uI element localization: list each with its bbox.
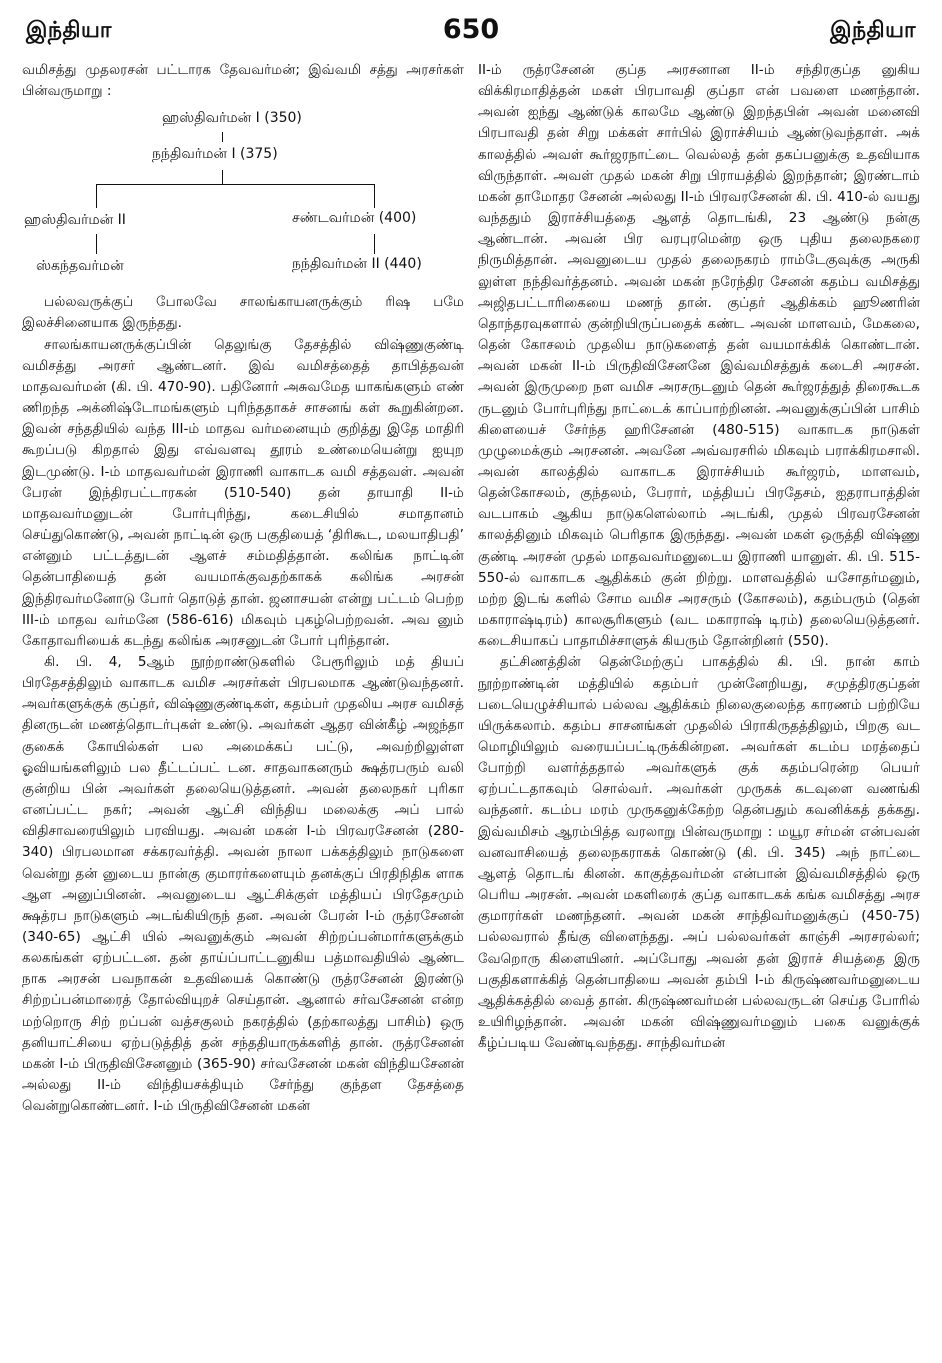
running-title-left: இந்தியா <box>26 18 112 43</box>
left-column <box>22 60 464 1355</box>
tree-connector <box>374 184 375 208</box>
tree-connector <box>96 234 97 254</box>
tree-node-nandivarman-2: நந்திவர்மன் II (440) <box>292 256 422 273</box>
tree-node-hastivarman-1: ஹஸ்திவர்மன் I (350) <box>162 110 302 127</box>
tree-node-hastivarman-2: ஹஸ்திவர்மன் II <box>24 212 126 229</box>
genealogy-tree <box>22 104 464 290</box>
paragraph: பல்லவருக்குப் போலவே சாலங்காயனருக்கும் ரிஷ பமே இலச்சினையாக இருந்தது. <box>22 294 464 332</box>
tree-connector <box>222 170 223 184</box>
running-title-right: இந்தியா <box>830 18 916 43</box>
tree-branch-line <box>96 184 374 185</box>
tree-node-skandavarman: ஸ்கந்தவர்மன் <box>36 258 124 275</box>
intro-text: வமிசத்து முதலரசன் பட்டாரக தேவவர்மன்; இவ்வமி சத்து அரசர்கள் பின்வருமாறு : <box>22 62 464 100</box>
paragraph: II-ம் ருத்ரசேனன் குப்த அரசனான II-ம் சந்திரகுப்த னுகிய விக்கிரமாதித்தன் மகள் பிரபாவதி குப்தா என் பவளை மணந்தான். அவன் ஐந்து ஆண்டுக் காலமே ஆண்டு இறந்தபின் அவன் மனைவி பிரபாவதி தன் சிறு மக்கள் சார்பில் இராச்சியம் ஆண்டுவந்தாள். அக் காலத்தில் அவள் கூர்ஜரநாட்டை வெல்லத் தன் தகப்பனுக்கு உதவியாக விருந்தாள். அவள் முதல் மகன் சிறு பிராயத்தில் இறந்தான்; இரண்டாம் மகன் தாமோதர சேனன் அல்லது II-ம் பிரவரசேனன் கி. பி. 410-ல் வயது வந்ததும் இராச்சியத்தை ஆளத் தொடங்கி, 23 ஆண்டு நன்கு ஆண்டான். அவன் பிர வரபுரமென்ற ஒரு புதிய தலைநகரை நிருமித்தான். அவனுடைய முதல் தலைநகரம் ராம்டேகுவுக்கு அருகி லுள்ள நந்திவர்த்தனம். அவன் மகன் நரேந்திர சேனன் கதம்ப வமிசத்து அஜிதபட்டாரிகையை மணந் தான். குப்தர் ஆதிக்கம் ஹூணரின் தொந்தரவுகளால் குன்றியிருப்பதைக் கண்ட அவன் மாளவம், மேகலை, தென் கோசலம் முதலிய நாடுகளைத் தன் வயமாக்கிக் கொண்டான். அவன் மகன் II-ம் பிருதிவிசேனனே இவ்வமிசத்துக் கடைசி அரசன். அவன் இருமுறை நள வமிச அரசருடனும் தென் கூர்ஜரத்துத் திரைகூடக ருடனும் போர்புரிந்து நாட்டைக் காப்பாற்றினன். அவனுக்குப்பின் பாசிம் கிளையைச் சேர்ந்த ஹரிசேனன் (480-515) வாகாடக நாடுகள் முழுமைக்கும் அரசனன். அவனே அவ்வரசரில் மிகவும் பராக்கிரமசாலி. அவன் காலத்தில் வாகாடக இராச்சியம் கூர்ஜரம், மாளவம், தென்கோசலம், குந்தலம், பேரார், மத்தியப் பிரதேசம், ஐதராபாத்தின் வடபாகம் ஆகிய நாடுகளெல்லாம் அடங்கி, முதல் பிரவரசேனன் காலத்தினும் மிகவும் பெரிதாக இருந்தது. அவன் மகள் ஒருத்தி விஷ்ணு குண்டி அரசன் முதல் மாதவவர்மனுடைய இராணி யானுள். கி. பி. 515-550-ல் வாகாடக ஆதிக்கம் குன் றிற்று. மாளவத்தில் யசோதர்மனும், மற்ற இடங் களில் சோம வமிச அரசரும் (கோசலம்), கதம்பரும் (தென் மகாராஷ்டிரம்) காலசூரிகளும் (வட மகாராஷ் டிரம்) தலையெடுத்தனர். கடைசியாகப் பாதாமிச்சாளுக் கியரும் தோன்றினர் (550). <box>478 62 920 650</box>
tree-connector <box>374 234 375 254</box>
page-number: 650 <box>442 14 500 45</box>
tree-node-nandivarman-1: நந்திவர்மன் I (375) <box>152 146 278 163</box>
tree-connector <box>222 132 223 142</box>
paragraph: கி. பி. 4, 5ஆம் நூற்றாண்டுகளில் பேரூரிலும் மத் தியப் பிரதேசத்திலும் வாகாடக வமிச அரசர்கள் பிரபலமாக ஆண்டுவந்தனர். அவர்களுக்குக் குப்தர், விஷ்ணுகுண்டிகள், கதம்பர் முதலிய அரச வமிசத் தினருடன் மணத்தொடர்புகள் உண்டு. அவர்கள் ஆதர வின்கீழ் அஜந்தா குகைக் கோயில்கள் பல அமைக்கப் பட்டு, அவற்றிலுள்ள ஓவியங்களிலும் பல தீட்டப்பட் டன. சாதவாகனரும் க்ஷத்ரபரும் வலி குன்றிய பின் அவர்கள் தலையெடுத்தனர். அவன் தலைநகர் புரிகா எனப்பட்ட நகர்; அவன் ஆட்சி விந்திய மலைக்கு அப் பால் விதிசாவரையிலும் பரவியது. அவன் மகன் I-ம் பிரவரசேனன் (280-340) பிரபலமான சக்கரவர்த்தி. அவன் நாலா பக்கத்திலும் நாடுகளை வென்று தன் னுடைய நான்கு குமாரர்களையும் தனக்குப் பிரதிநிதிக ளாக ஆள அனுப்பினன். அவனுடைய ஆட்சிக்குள் மத்தியப் பிரதேசமும் க்ஷத்ரப நாடுகளும் அடங்கியிருந் தன. அவன் பேரன் I-ம் ருத்ரசேனன் (340-65) ஆட்சி யில் அவனுக்கும் அவன் சிற்றப்பன்மார்களுக்கும் கலகங்கள் ஏற்பட்டன. தன் தாய்ப்பாட்டனுகிய பத்மாவதியில் ஆண்ட நாக அரசன் பவநாகன் உதவியைக் கொண்டு ருத்ரசேனன் இரண்டு சிற்றப்பன்மாரைத் தோல்வியுறச் செய்தான். ஆனால் சர்வசேனன் என்ற மற்றொரு சிற் றப்பன் வத்சகுலம் நகரத்தில் (தற்காலத்து பாசிம்) ஒரு தனியாட்சியை ஏற்படுத்தித் தன் சந்ததியாருக்களித் தான். ருத்ரசேனன் மகன் I-ம் பிருதிவிசேனனும் (365-90) சர்வசேனன் மகன் விந்தியசேனன் அல்லது II-ம் விந்தியசக்தியும் சேர்ந்து குந்தள தேசத்தை வென்றுகொண்டனர். I-ம் பிருதிவிசேனன் மகன் <box>22 653 464 1115</box>
tree-connector <box>96 184 97 208</box>
tree-node-chandavarman: சண்டவர்மன் (400) <box>292 210 417 227</box>
right-column <box>478 60 920 1355</box>
paragraph: சாலங்காயனருக்குப்பின் தெலுங்கு தேசத்தில் விஷ்ணுகுண்டி வமிசத்து அரசர் ஆண்டனர். இவ் வமிசத்தைத் தாபித்தவன் மாதவவர்மன் (கி. பி. 470-90). பதினோர் அசுவமேத யாகங்களும் எண் ணிறந்த அக்னிஷ்டோமங்களும் புரிந்ததாகச் சாசனங் கள் கூறுகின்றன. இவன் சந்ததியில் வந்த III-ம் மாதவ வர்மனையும் குறித்து இதே மாதிரி கூறப்படு கிறதால் இது எவ்வளவு தூரம் உண்மையென்று ஐயுற இடமுண்டு. I-ம் மாதவவர்மன் இராணி வாகாடக வமி சத்தவள். அவன் பேரன் இந்திரபட்டாரகன் (510-540) தன் தாயாதி II-ம் மாதவவர்மனுடன் போர்புரிந்து, கடைசியில் சமாதானம் செய்துகொண்டு, அவன் நாட்டின் ஒரு பகுதியைத் ‘திரிகூட, மலயாதிபதி’ என்னும் பட்டத்துடன் ஆளச் சம்மதித்தான். கலிங்க நாட்டின் தென்பாதியைத் தன் வயமாக்குவதற்காகக் கலிங்க அரசன் இந்திரவர்மனோடு போர் தொடுத் தான். ஜனாசயன் என்று பட்டம் பெற்ற III-ம் மாதவ வர்மனே (586-616) மிகவும் புகழ்பெற்றவன். அவ னும் கோதாவரியைக் கடந்து கலிங்க அரசனுடன் போர் புரிந்தான். <box>22 336 464 649</box>
paragraph: தட்சிணத்தின் தென்மேற்குப் பாகத்தில் கி. பி. நான் காம் நூற்றாண்டின் மத்தியில் கதம்பர் முன்னேறியது, சமுத்திரகுப்தன் படையெழுச்சியால் பல்லவ ஆதிக்கம் நிலைகுலைந்த காரணம் பற்றியே யிருக்கலாம். கதம்ப சாசனங்கள் முதலில் பிராகிருதத்திலும், பிறகு வட மொழியிலும் வரையப்பட்டிருக்கின்றன. அவர்கள் கடம்ப மரத்தைப் போற்றி வளர்த்ததால் அவர்களுக் குக் கதம்பரென்ற பெயர் ஏற்பட்டதாகவும் சொல்வர். அவர்கள் முருகக் கடவுளை வணங்கி வந்தனர். கடம்ப மரம் முருகனுக்கேற்ற தென்பதும் கவனிக்கத் தக்கது. இவ்வமிசம் ஆரம்பித்த வரலாறு பின்வருமாறு : மயூர சர்மன் என்பவன் வனவாசியைத் தலைநகராகக் கொண்டு (கி. பி. 345) அந் நாட்டை ஆளத் தொடங் கினன். காகுத்தவர்மன் என்பான் இவ்வமிசத்தில் ஒரு பெரிய அரசன். அவன் மகளிரைக் குப்த வாகாடகக் கங்க வமிசத்து அரச குமாரர்கள் மணந்தனர். அவன் மகன் சாந்திவர்மனுக்குப் (450-75) பல்லவரால் தீங்கு விளைந்தது. அப் பல்லவர்கள் காஞ்சி அரசரல்லர்; வேறொரு கிளையினர். அப்போது அவன் தன் இராச் சியத்தை இரு பகுதிகளாக்கித் தென்பாதியை அவன் தம்பி I-ம் கிருஷ்ணவர்மனுடைய ஆதிக்கத்தில் வைத் தான். கிருஷ்ணவர்மன் பல்லவருடன் செய்த போரில் உயிரிழந்தான். அவன் மகன் விஷ்ணுவர்மனும் பகை வனுக்குக் கீழ்ப்படிய வேண்டிவந்தது. சாந்திவர்மன் <box>478 654 920 1052</box>
page-header <box>22 14 920 48</box>
